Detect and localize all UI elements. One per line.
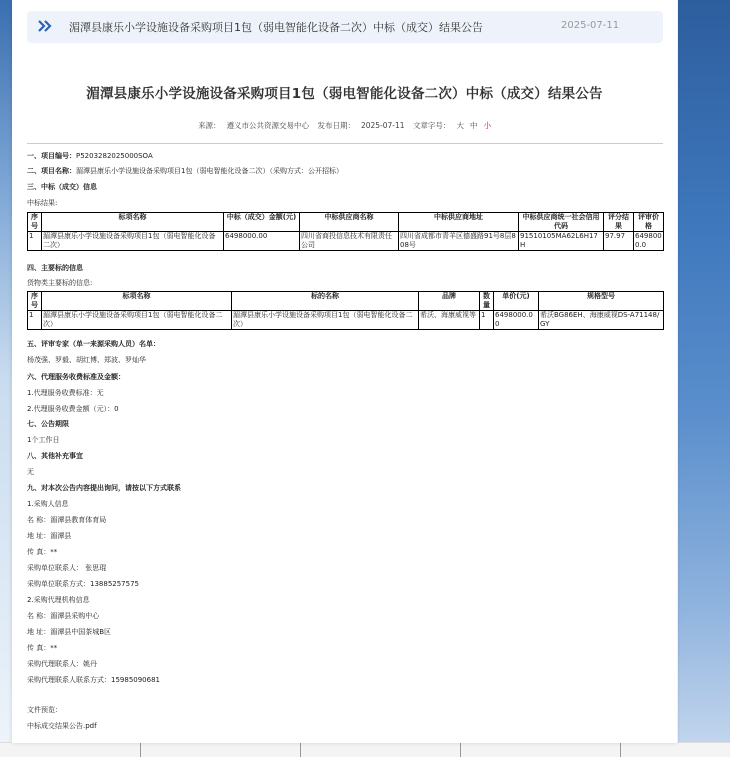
page-background-right (678, 0, 730, 757)
double-chevron-right-icon (37, 18, 53, 34)
award-cell: 四川省商投信息技术有限责任公司 (300, 232, 399, 251)
award-cell: 1 (28, 232, 42, 251)
award-header-cell: 标项名称 (42, 213, 224, 232)
agency-address: 地 址：湄潭县中国茶城B区 (27, 628, 112, 636)
experts-names: 杨茂强、罗毅、胡红博、郑波、罗灿华 (27, 356, 146, 364)
files-label: 文件预览： (27, 706, 62, 714)
period-value: 1个工作日 (27, 436, 60, 444)
font-size-small[interactable]: 小 (483, 121, 491, 130)
file-link[interactable]: 中标成交结果公告.pdf (27, 722, 97, 730)
goods-cell: 6498000.00 (494, 311, 539, 330)
purchaser-fax: 传 真：** (27, 548, 58, 556)
goods-subheading: 货物类主要标的信息: (27, 279, 93, 287)
agency-heading: 2.采购代理机构信息 (27, 596, 90, 604)
goods-cell: 湄潭县康乐小学设施设备采购项目1包（弱电智能化设备二次） (232, 311, 419, 330)
award-header-cell: 评分结果 (604, 213, 634, 232)
award-header-cell: 中标（成交）金额(元) (224, 213, 300, 232)
breadcrumb[interactable] (27, 11, 663, 43)
award-cell: 四川省成都市青羊区德盛路91号8层808号 (399, 232, 519, 251)
source-label: 来源： (198, 121, 221, 130)
purchaser-heading: 1.采购人信息 (27, 500, 69, 508)
agency-contact: 采购代理联系人：姚丹 (27, 660, 97, 668)
breadcrumb-date: 2025-07-11 (561, 20, 620, 31)
purchaser-phone: 采购单位联系方式：13885257575 (27, 580, 139, 588)
goods-table (27, 291, 664, 330)
table-row (28, 311, 664, 330)
goods-header-cell: 标项名称 (42, 292, 232, 311)
fontsize-label: 文章字号： (412, 121, 451, 130)
goods-cell: 希沃BG86EH、海康威视DS-A71148/GY (539, 311, 664, 330)
award-cell: 91510105MA62L6H17H (519, 232, 604, 251)
section-goods-heading: 四、主要标的信息 (27, 264, 83, 272)
goods-cell: 1 (28, 311, 42, 330)
award-header-cell: 中标供应商地址 (399, 213, 519, 232)
goods-header-cell: 标的名称 (232, 292, 419, 311)
award-subheading: 中标结果: (27, 199, 58, 207)
section-project-name: 二、项目名称：湄潭县康乐小学设施设备采购项目1包（弱电智能化设备二次）（采购方式：公开招标） (27, 167, 343, 175)
award-header-cell: 中标供应商统一社会信用代码 (519, 213, 604, 232)
table-row (28, 232, 664, 251)
section-fee-heading: 六、代理服务收费标准及金额： (27, 373, 125, 381)
award-cell: 湄潭县康乐小学设施设备采购项目1包（弱电智能化设备二次） (42, 232, 224, 251)
goods-cell: 1 (480, 311, 494, 330)
fee-standard: 1.代理服务收费标准：无 (27, 389, 104, 397)
divider (27, 143, 663, 144)
goods-cell: 湄潭县康乐小学设施设备采购项目1包（弱电智能化设备二次） (42, 311, 232, 330)
font-size-big[interactable]: 大 (456, 121, 464, 130)
announcement-card (12, 0, 677, 743)
section-experts-heading: 五、评审专家（单一来源采购人员）名单： (27, 340, 160, 348)
section-project-code: 一、项目编号：P5203282025000SOA (27, 152, 153, 160)
goods-header-cell: 数量 (480, 292, 494, 311)
other-value: 无 (27, 468, 34, 476)
goods-header-cell: 品牌 (419, 292, 480, 311)
article-meta (12, 120, 677, 131)
purchaser-name: 名 称：湄潭县教育体育局 (27, 516, 107, 524)
award-header-cell: 中标供应商名称 (300, 213, 399, 232)
goods-header-cell: 规格型号 (539, 292, 664, 311)
section-other-heading: 八、其他补充事宜 (27, 452, 83, 460)
agency-fax: 传 真：** (27, 644, 58, 652)
agency-phone: 采购代理联系人联系方式：15985090681 (27, 676, 160, 684)
section-period-heading: 七、公告期限 (27, 420, 69, 428)
goods-header-cell: 序号 (28, 292, 42, 311)
award-table (27, 212, 664, 251)
award-cell: 6498000.0 (635, 232, 662, 250)
pubdate-label: 发布日期： (317, 121, 355, 130)
page-title: 湄潭县康乐小学设施设备采购项目1包（弱电智能化设备二次）中标（成交）结果公告 (86, 86, 603, 102)
section-contact-heading: 九、对本次公告内容提出询问，请按以下方式联系 (27, 484, 181, 492)
source-value: 遵义市公共资源交易中心 (226, 121, 310, 130)
bottom-strip (0, 742, 730, 757)
fee-amount: 2.代理服务收费金额（元）：0 (27, 405, 119, 413)
font-size-mid[interactable]: 中 (469, 121, 478, 130)
breadcrumb-title[interactable]: 湄潭县康乐小学设施设备采购项目1包（弱电智能化设备二次）中标（成交）结果公告 (69, 21, 483, 34)
award-table-header-row (28, 213, 664, 232)
pubdate-value: 2025-07-11 (360, 121, 405, 130)
purchaser-contact: 采购单位联系人： 张思琨 (27, 564, 107, 572)
goods-header-cell: 单价(元) (494, 292, 539, 311)
award-header-cell: 评审价格 (634, 213, 664, 232)
goods-table-header-row (28, 292, 664, 311)
award-cell: 6498000.00 (224, 232, 300, 251)
purchaser-address: 地 址：湄潭县 (27, 532, 72, 540)
award-header-cell: 序号 (28, 213, 42, 232)
section-award-heading: 三、中标（成交）信息 (27, 183, 97, 191)
agency-name: 名 称：湄潭县采购中心 (27, 612, 100, 620)
goods-cell: 希沃、海康威视等 (419, 311, 480, 330)
award-cell: 97.97 (604, 232, 634, 251)
